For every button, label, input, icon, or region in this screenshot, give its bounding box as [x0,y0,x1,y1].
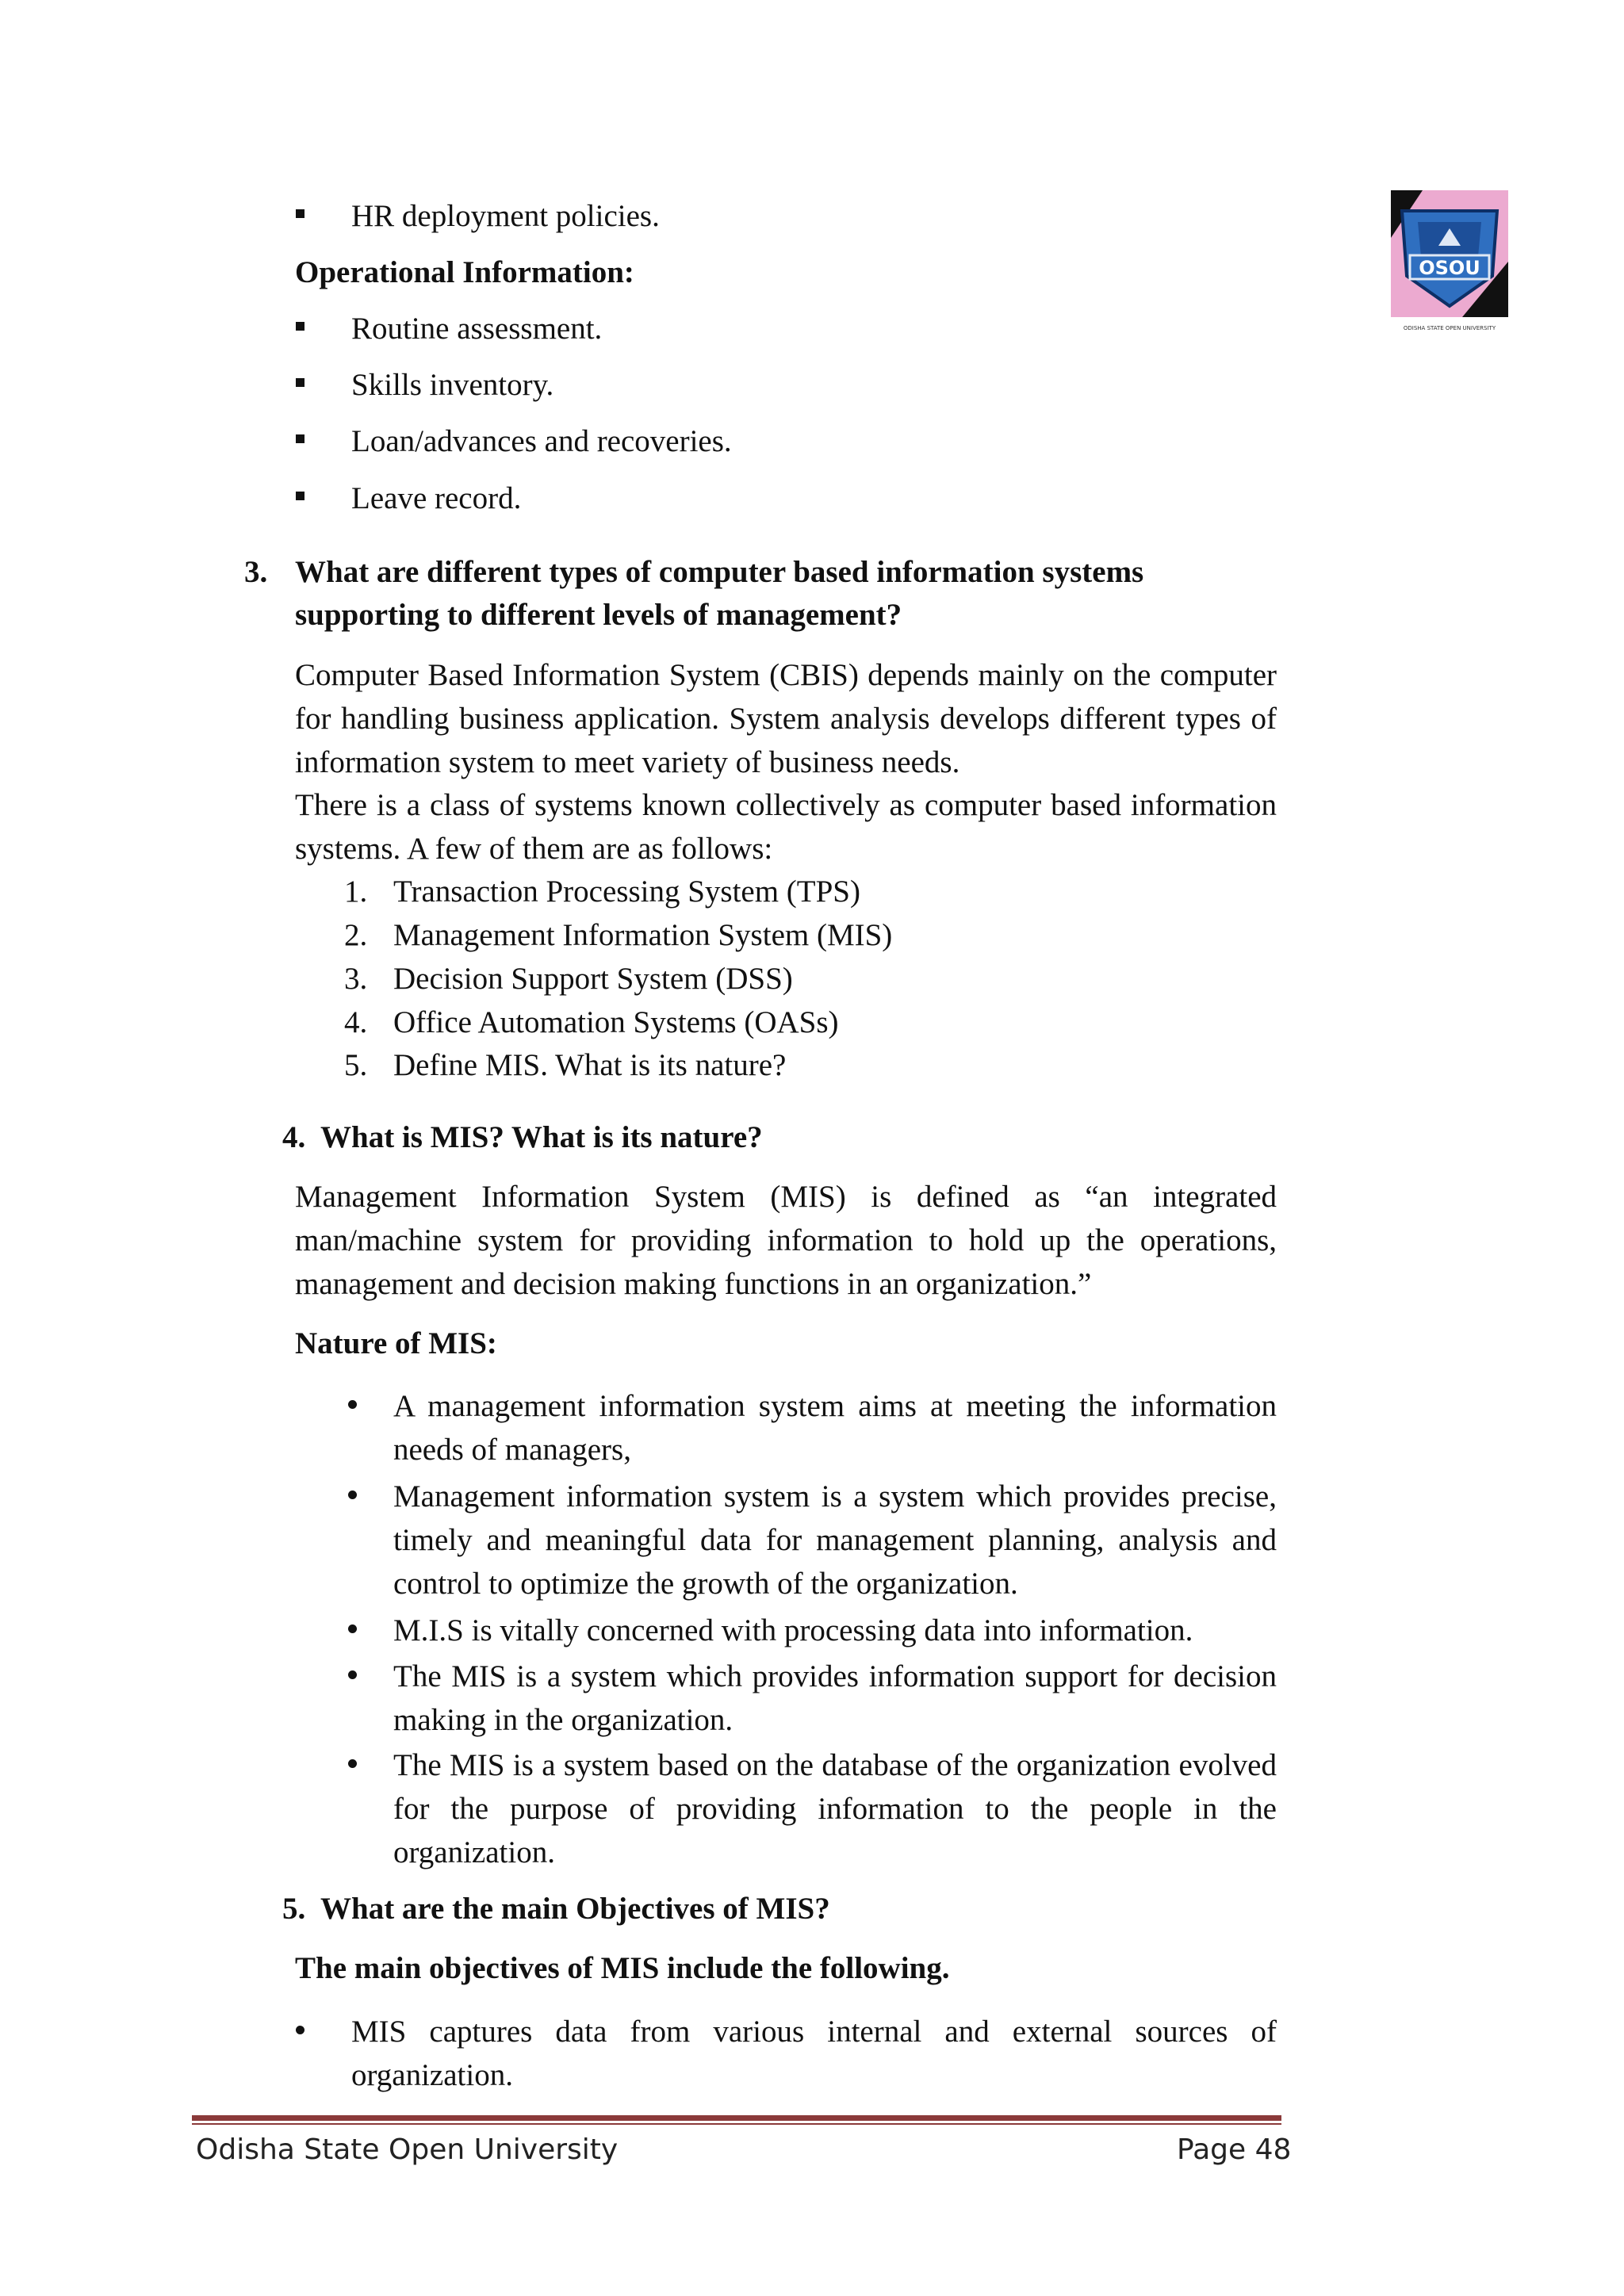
list-item [344,1001,1058,1044]
operational-item: Leave record. [351,481,522,515]
bullet-square [296,322,304,331]
list-text: Define MIS. What is its nature? [393,1048,787,1082]
list-item [344,1043,1058,1087]
footer-university: Odisha State Open University [196,2133,619,2166]
q4-definition: Management Information System (MIS) is defined as “an integrated man/machine system for providing information to hold up the operations, management and decision making functions in an organization.” [295,1180,1277,1301]
nature-item: M.I.S is vitally concerned with processing data into information. [393,1613,1193,1647]
list-number: 4. [344,1005,368,1039]
list-text: Decision Support System (DSS) [393,962,793,996]
nature-item: Management information system is a system which provides precise, timely and meaningful data for management planning, analysis and control to optimize the growth of the organization. [393,1479,1277,1601]
bullet-dot [296,2026,304,2034]
bullet-dot [348,1490,357,1499]
footer-rule [192,2115,1281,2121]
operational-heading: Operational Information: [295,255,634,289]
q5-question: What are the main Objectives of MIS? [320,1892,830,1926]
footer-rule-thin [192,2123,1281,2125]
q3-list [344,870,1058,1092]
university-logo [1391,190,1508,335]
q4-question: What is MIS? What is its nature? [320,1120,763,1154]
list-number: 2. [344,918,368,952]
bullet-square [296,434,304,443]
list-number: 1. [344,874,368,909]
list-item [344,870,1058,913]
svg-text:ODISHA STATE OPEN UNIVERSITY: ODISHA STATE OPEN UNIVERSITY [1403,325,1496,331]
list-number: 3. [344,962,368,996]
nature-item: The MIS is a system based on the database of the organization evolved for the purpose of providing information to the people in the organization. [393,1748,1277,1869]
q5-number: 5. [282,1892,306,1926]
svg-text:OSOU: OSOU [1419,257,1480,279]
objective-item: MIS captures data from various internal and external sources of organization. [351,2015,1277,2092]
list-item [344,913,1058,957]
footer-page-number: Page 48 [1177,2133,1292,2166]
q3-paragraph: There is a class of systems known collectively as computer based information systems. A few of them are as follows: [295,788,1277,866]
q4-number: 4. [282,1120,306,1154]
nature-heading: Nature of MIS: [295,1326,497,1360]
list-text: Transaction Processing System (TPS) [393,874,860,909]
bullet-dot [348,1400,357,1409]
bullet-square [296,492,304,500]
operational-item: Routine assessment. [351,312,603,346]
q3-number: 3. [244,555,268,589]
nature-item: The MIS is a system which provides information support for decision making in the organization. [393,1659,1277,1737]
list-text: Office Automation Systems (OASs) [393,1005,839,1039]
bullet-dot [348,1624,357,1633]
nature-item: A management information system aims at meeting the information needs of managers, [393,1389,1277,1467]
list-number: 5. [344,1048,368,1082]
bullet-dot [348,1670,357,1679]
bullet-square [296,209,304,218]
hr-deployment-item: HR deployment policies. [351,199,660,233]
q3-question-line1: What are different types of computer based information systems [295,555,1144,589]
operational-item: Loan/advances and recoveries. [351,424,732,458]
list-text: Management Information System (MIS) [393,918,893,952]
list-item [344,957,1058,1001]
operational-item: Skills inventory. [351,368,554,402]
objectives-intro: The main objectives of MIS include the following. [295,1951,950,1985]
q3-question-line2: supporting to different levels of management? [295,598,902,632]
q3-paragraph: Computer Based Information System (CBIS) depends mainly on the computer for handling business application. System analysis develops different types of information system to meet variety of business needs. [295,658,1277,779]
bullet-dot [348,1759,357,1768]
bullet-square [296,378,304,387]
